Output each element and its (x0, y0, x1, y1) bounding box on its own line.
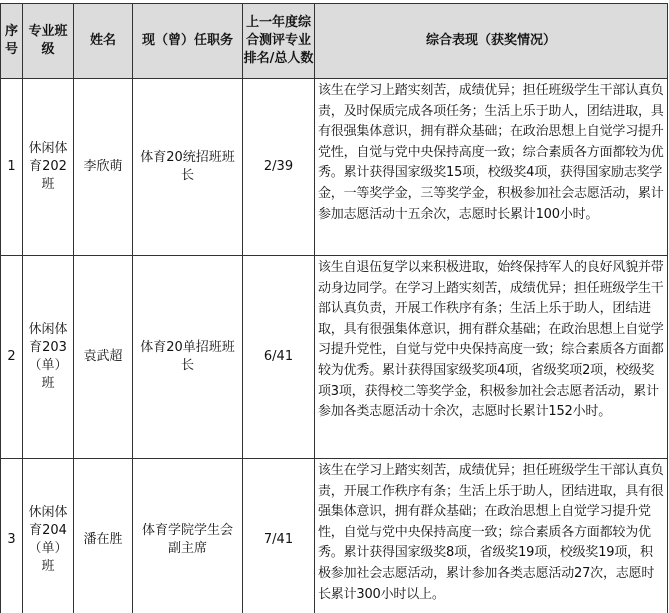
cell-rank: 6/41 (243, 256, 315, 459)
header-summary: 综合表现（获奖情况） (315, 4, 668, 79)
cell-class: 休闲体育202班 (23, 79, 74, 256)
cell-post: 体育20统招班班长 (133, 79, 243, 256)
cell-name: 袁武超 (74, 256, 133, 459)
cell-post: 体育20单招班班长 (133, 256, 243, 459)
cell-rank: 2/39 (243, 79, 315, 256)
table-row (1, 256, 668, 459)
table-row (1, 459, 668, 613)
cell-post: 体育学院学生会副主席 (133, 459, 243, 613)
cell-class: 休闲体育203（单）班 (23, 256, 74, 459)
cell-no: 1 (1, 79, 23, 256)
cell-summary: 该生自退伍复学以来积极进取，始终保持军人的良好风貌并带动身边同学。在学习上踏实刻苦，成绩优异；担任班级学生干部认真负责，开展工作秩序有条；生活上乐于助人，团结进取，具有很强集体意识，拥有群众基础；在政治思想上自觉学习提升党性，自觉与党中央保持高度一致；综合素质各方面都较为优秀。累计获得国家级奖项4项，省级奖项2项，校级奖项3项，获得校二等奖学金，积极参加社会志愿者活动，累计参加各类志愿活动十余次，志愿时长累计152小时。 (315, 256, 668, 459)
header-class: 专业班级 (23, 4, 74, 79)
cell-class: 休闲体育204（单）班 (23, 459, 74, 613)
cell-name: 李欣萌 (74, 79, 133, 256)
cell-name: 潘在胜 (74, 459, 133, 613)
table-header-row (1, 4, 668, 79)
cell-rank: 7/41 (243, 459, 315, 613)
award-candidates-table (0, 3, 668, 613)
header-no: 序号 (1, 4, 23, 79)
header-rank: 上一年度综合测评专业排名/总人数 (243, 4, 315, 79)
cell-summary: 该生在学习上踏实刻苦，成绩优异；担任班级学生干部认真负责，及时保质完成各项任务；生活上乐于助人，团结进取，具有很强集体意识，拥有群众基础；在政治思想上自觉学习提升党性，自觉与党中央保持高度一致；综合素质各方面都较为优秀。累计获得国家级奖15项，校级奖4项，获得国家励志奖学金，一等奖学金，三等奖学金，积极参加社会志愿活动，累计参加志愿活动十五余次，志愿时长累计100小时。 (315, 79, 668, 256)
cell-no: 3 (1, 459, 23, 613)
cell-summary: 该生在学习上踏实刻苦，成绩优异；担任班级学生干部认真负责，开展工作秩序有条；生活上乐于助人，团结进取，具有很强集体意识，拥有群众基础；在政治思想上自觉学习提升党性，自觉与党中央保持高度一致；综合素质各方面都较为优秀。累计获得国家级奖8项，省级奖19项，校级奖19项，积极参加社会志愿活动，累计参加各类志愿活动27次，志愿时长累计300小时以上。 (315, 459, 668, 613)
cell-no: 2 (1, 256, 23, 459)
table-row (1, 79, 668, 256)
header-name: 姓名 (74, 4, 133, 79)
header-post: 现（曾）任职务 (133, 4, 243, 79)
